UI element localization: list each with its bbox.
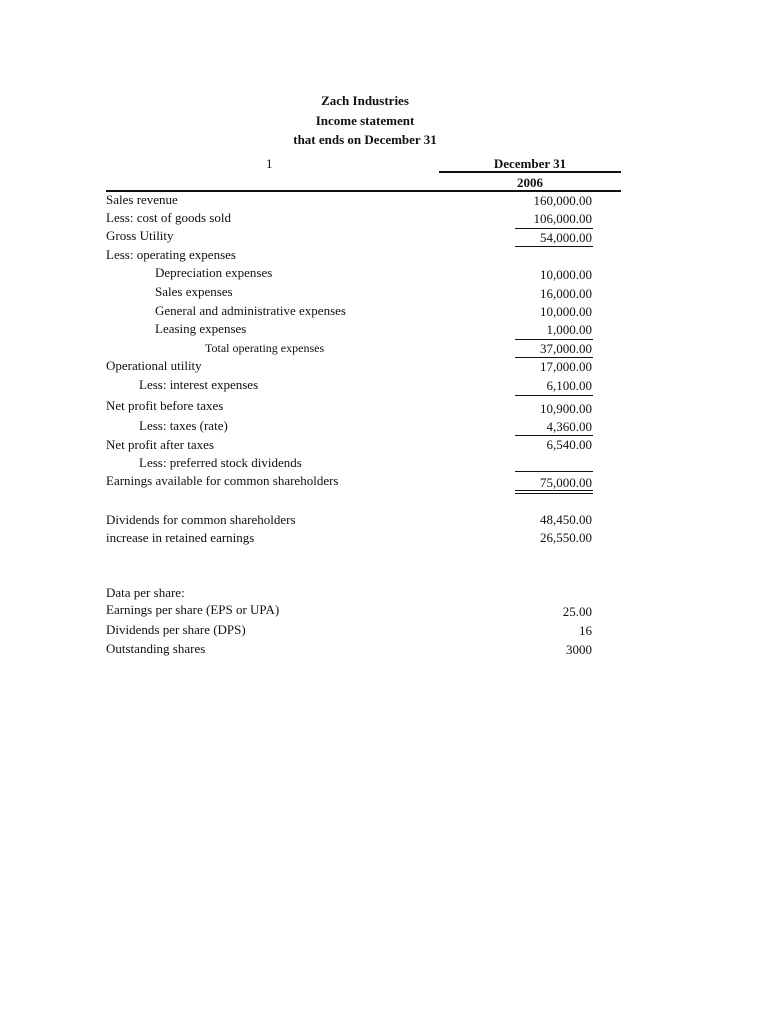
row-label-retained-earnings: increase in retained earnings — [106, 530, 255, 545]
row-label-taxes: Less: taxes (rate) — [139, 418, 228, 433]
row-label-outstanding-shares: Outstanding shares — [106, 641, 206, 656]
row-label-general-admin: General and administrative expenses — [155, 303, 346, 318]
row-value-earnings-common: 75,000.00 — [540, 475, 592, 490]
row-value-total-operating: 37,000.00 — [540, 341, 592, 356]
row-value-eps: 25.00 — [562, 604, 592, 619]
row-label-interest: Less: interest expenses — [139, 377, 259, 392]
statement-title: Income statement — [315, 113, 415, 128]
column-header-year: 2006 — [517, 175, 543, 190]
row-value-sales-expenses: 16,000.00 — [540, 286, 592, 301]
column-number: 1 — [266, 156, 273, 171]
column-header-rule — [439, 171, 621, 173]
subtotal-rule — [515, 395, 593, 396]
row-value-taxes: 4,360.00 — [546, 419, 592, 434]
row-label-depreciation: Depreciation expenses — [155, 265, 273, 280]
row-value-interest: 6,100.00 — [546, 378, 592, 393]
subtotal-rule — [515, 246, 593, 247]
subtotal-rule — [515, 339, 593, 340]
subtotal-rule — [515, 435, 593, 436]
row-value-retained-earnings: 26,550.00 — [540, 530, 592, 545]
row-value-depreciation: 10,000.00 — [540, 267, 592, 282]
subtotal-rule — [515, 357, 593, 358]
subtotal-rule — [515, 228, 593, 229]
row-value-operational-utility: 17,000.00 — [540, 359, 592, 374]
row-value-dividends-common: 48,450.00 — [540, 512, 592, 527]
row-label-preferred-dividends: Less: preferred stock dividends — [139, 455, 302, 470]
row-label-net-before-taxes: Net profit before taxes — [106, 398, 224, 413]
column-header-date: December 31 — [493, 156, 567, 171]
row-label-operating-expenses: Less: operating expenses — [106, 247, 236, 262]
row-value-outstanding-shares: 3000 — [566, 642, 592, 657]
company-name: Zach Industries — [321, 93, 409, 108]
row-label-dps: Dividends per share (DPS) — [106, 622, 246, 637]
row-label-earnings-common: Earnings available for common shareholders — [106, 473, 339, 488]
row-value-dps: 16 — [579, 623, 592, 638]
subtotal-rule — [515, 471, 593, 472]
row-label-operational-utility: Operational utility — [106, 358, 202, 373]
row-label-sales-expenses: Sales expenses — [155, 284, 233, 299]
statement-period: that ends on December 31 — [293, 132, 437, 147]
row-label-net-after-taxes: Net profit after taxes — [106, 437, 214, 452]
row-value-net-after-taxes: 6,540.00 — [546, 437, 592, 452]
row-label-dividends-common: Dividends for common shareholders — [106, 512, 296, 527]
row-value-leasing: 1,000.00 — [546, 322, 592, 337]
row-value-sales-revenue: 160,000.00 — [533, 193, 592, 208]
total-double-rule-top — [515, 490, 593, 491]
row-value-gross-utility: 54,000.00 — [540, 230, 592, 245]
table-header-rule — [106, 190, 621, 192]
row-label-sales-revenue: Sales revenue — [106, 192, 178, 207]
row-label-eps: Earnings per share (EPS or UPA) — [106, 602, 280, 617]
row-label-leasing: Leasing expenses — [155, 321, 247, 336]
row-value-cogs: 106,000.00 — [533, 211, 592, 226]
row-value-net-before-taxes: 10,900.00 — [540, 401, 592, 416]
row-label-cogs: Less: cost of goods sold — [106, 210, 231, 225]
total-double-rule-bottom — [515, 493, 593, 494]
row-value-general-admin: 10,000.00 — [540, 304, 592, 319]
row-label-total-operating: Total operating expenses — [205, 341, 325, 355]
row-label-gross-utility: Gross Utility — [106, 228, 174, 243]
per-share-heading: Data per share: — [106, 585, 185, 600]
